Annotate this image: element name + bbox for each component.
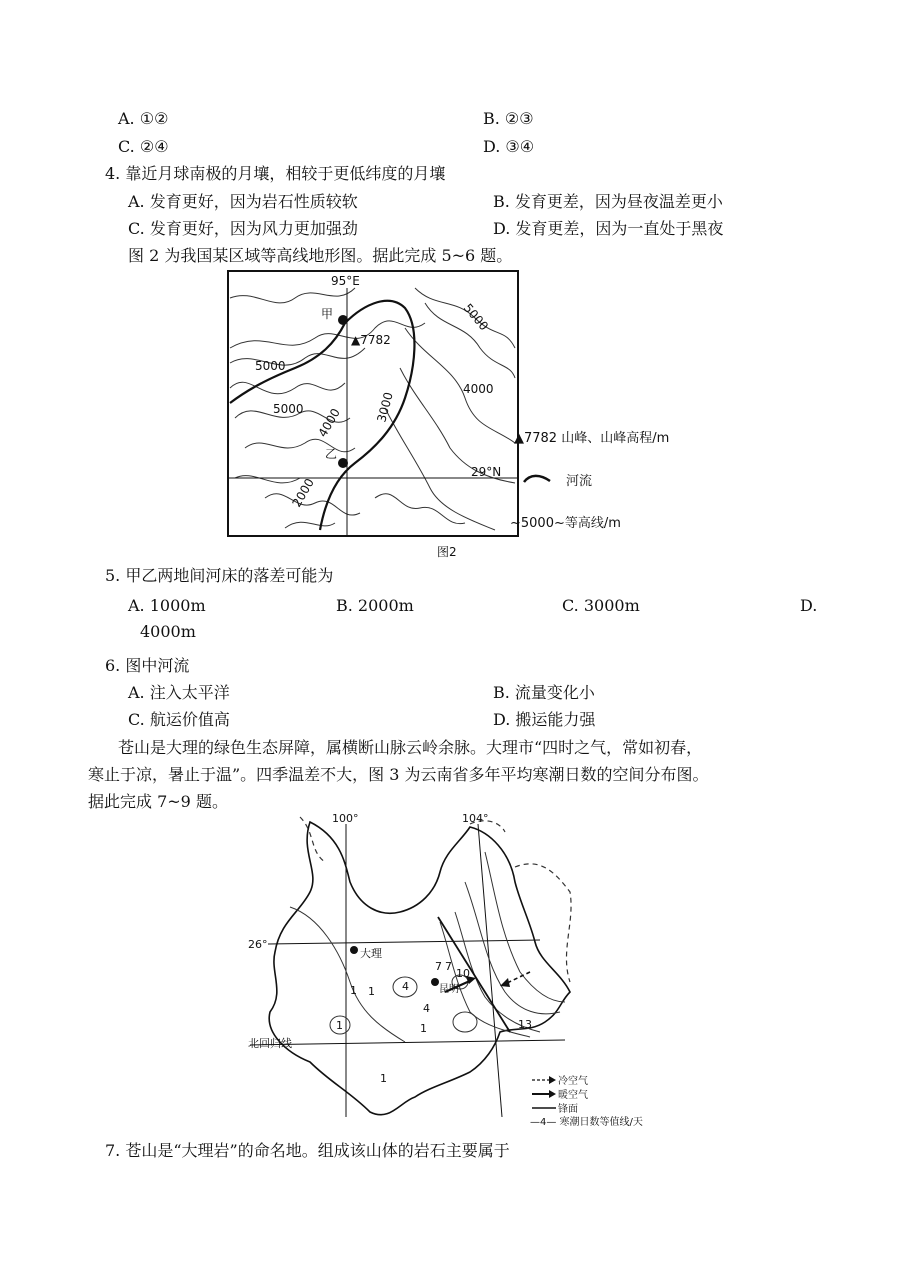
contour-label: 5000 — [255, 359, 286, 373]
contour-label: 5000 — [273, 402, 304, 416]
intro-fig2: 图 2 为我国某区域等高线地形图。据此完成 5~6 题。 — [128, 246, 513, 265]
fig3-lon104-label: 104° — [462, 812, 489, 825]
isoline-value: 1 — [368, 985, 375, 998]
figure-3-cold-wave-map — [240, 812, 670, 1132]
contour-label: 4000 — [463, 382, 494, 396]
fig2-peak-label: ▲7782 — [351, 333, 391, 347]
contour-label: 3000 — [374, 390, 396, 424]
fig3-tropic-label: 北回归线 — [248, 1037, 292, 1050]
isoline-value: 1 — [336, 1019, 343, 1032]
q5-option-b: B. 2000m — [336, 596, 414, 615]
isoline-value: 1 — [420, 1022, 427, 1035]
fig2-lon-label: 95°E — [331, 274, 360, 288]
isoline-value: 7 — [445, 960, 452, 973]
fig3-lon100-label: 100° — [332, 812, 359, 825]
q6-option-b: B. 流量变化小 — [493, 683, 595, 702]
q4-option-c: C. 发育更好，因为风力更加强劲 — [128, 219, 358, 238]
intro-fig3-line2: 寒止于凉，暑止于温”。四季温差不大，图 3 为云南省多年平均寒潮日数的空间分布图。 — [88, 765, 709, 784]
q5-option-d-value: 4000m — [140, 622, 196, 641]
q4-stem: 4. 靠近月球南极的月壤，相较于更低纬度的月壤 — [105, 164, 446, 183]
q4-option-b: B. 发育更差，因为昼夜温差更小 — [493, 192, 723, 211]
q3-option-d: D. ③④ — [483, 137, 535, 156]
fig2-caption: 图2 — [437, 545, 457, 558]
q6-stem: 6. 图中河流 — [105, 656, 190, 675]
q6-option-c: C. 航运价值高 — [128, 710, 230, 729]
isoline-value: 1 — [380, 1072, 387, 1085]
contour-label: 2000 — [289, 476, 317, 510]
q3-option-c: C. ②④ — [118, 137, 169, 156]
fig2-legend-peak: ▲7782 山峰、山峰高程/m — [514, 431, 670, 446]
fig2-legend-contour: ~5000~等高线/m — [510, 516, 621, 531]
fig3-lat26-label: 26° — [248, 938, 268, 951]
fig3-legend-warm: 暖空气 — [558, 1090, 588, 1101]
fig2-yi-label: 乙 — [325, 447, 338, 461]
q6-option-a: A. 注入太平洋 — [128, 683, 230, 702]
isoline-value: 4 — [423, 1002, 430, 1015]
fig3-dali-label: 大理 — [360, 947, 382, 960]
q3-option-a: A. ①② — [118, 109, 169, 128]
fig2-jia-label: 甲 — [321, 307, 334, 321]
fig2-lat-label: 29°N — [471, 465, 502, 479]
intro-fig3-line3: 据此完成 7~9 题。 — [88, 792, 228, 811]
contour-label: 5000 — [460, 300, 492, 334]
fig2-legend-river: 河流 — [566, 474, 593, 489]
q4-option-d: D. 发育更差，因为一直处于黑夜 — [493, 219, 724, 238]
fig3-legend-cold: 冷空气 — [558, 1076, 588, 1087]
contour-label: 4000 — [315, 406, 343, 440]
q5-option-c: C. 3000m — [562, 596, 640, 615]
q4-option-a: A. 发育更好，因为岩石性质较软 — [128, 192, 358, 211]
isoline-value: 10 — [456, 967, 470, 980]
river-legend-icon — [522, 472, 552, 486]
fig3-legend-isoline: —4— 寒潮日数等值线/天 — [530, 1117, 643, 1128]
isoline-value: 1 — [350, 984, 357, 997]
figure-2-contour-map — [225, 268, 695, 558]
fig3-legend-front: 锋面 — [558, 1104, 578, 1115]
q5-option-a: A. 1000m — [128, 596, 206, 615]
q5-stem: 5. 甲乙两地间河床的落差可能为 — [105, 566, 334, 585]
intro-fig3-line1: 苍山是大理的绿色生态屏障，属横断山脉云岭余脉。大理市“四时之气，常如初春， — [118, 738, 703, 757]
q6-option-d: D. 搬运能力强 — [493, 710, 596, 729]
q5-option-d: D. — [800, 596, 818, 615]
fig3-kunming-label: 昆明 — [439, 984, 459, 995]
isoline-value: 13 — [518, 1018, 532, 1031]
q3-option-b: B. ②③ — [483, 109, 534, 128]
isoline-value: 7 — [435, 960, 442, 973]
q7-stem: 7. 苍山是“大理岩”的命名地。组成该山体的岩石主要属于 — [105, 1141, 510, 1160]
isoline-value: 4 — [402, 980, 409, 993]
